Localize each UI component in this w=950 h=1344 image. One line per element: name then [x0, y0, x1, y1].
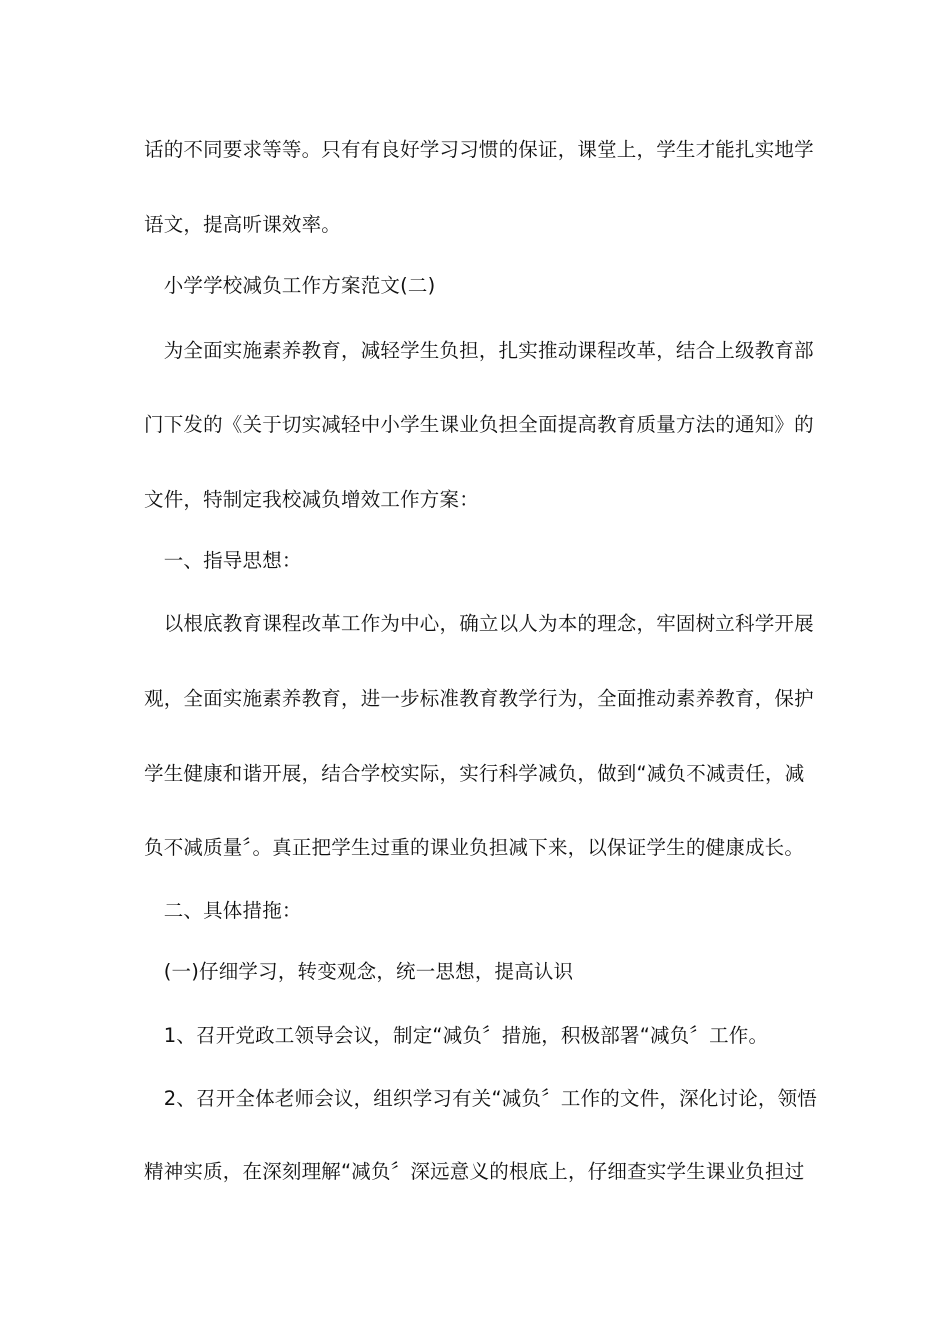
paragraph-line: 精神实质，在深刻理解“减负〞深远意义的根底上，仔细查实学生课业负担过: [144, 1160, 805, 1183]
heading-guiding-thought: 一、指导思想：: [144, 549, 302, 572]
paragraph-line: 门下发的《关于切实减轻中小学生课业负担全面提高教育质量方法的通知》的: [144, 413, 814, 436]
paragraph-line: 话的不同要求等等。只有有良好学习习惯的保证，课堂上，学生才能扎实地学: [144, 138, 814, 161]
paragraph-line: 文件，特制定我校减负增效工作方案：: [144, 488, 479, 511]
paragraph-line: 语文，提高听课效率。: [144, 213, 342, 236]
paragraph-line: 观，全面实施素养教育，进一步标准教育教学行为，全面推动素养教育，保护: [144, 687, 814, 710]
heading-specific-measures: 二、具体措拖：: [144, 899, 302, 922]
paragraph-line: 以根底教育课程改革工作为中心，确立以人为本的理念，牢固树立科学开展: [144, 612, 814, 635]
section-title: 小学学校减负工作方案范文(二): [144, 274, 436, 297]
list-item: 1、召开党政工领导会议，制定“减负〞措施，积极部署“减负〞工作。: [144, 1024, 769, 1047]
subheading-measure-1: (一)仔细学习，转变观念，统一思想，提高认识: [144, 960, 574, 983]
paragraph-line: 学生健康和谐开展，结合学校实际，实行科学减负，做到“减负不减责任，减: [144, 762, 805, 785]
list-item: 2、召开全体老师会议，组织学习有关“减负〞工作的文件，深化讨论，领悟: [144, 1087, 818, 1110]
paragraph-line: 负不减质量〞。真正把学生过重的课业负担减下来，以保证学生的健康成长。: [144, 836, 805, 859]
paragraph-line: 为全面实施素养教育，减轻学生负担，扎实推动课程改革，结合上级教育部: [144, 339, 814, 362]
